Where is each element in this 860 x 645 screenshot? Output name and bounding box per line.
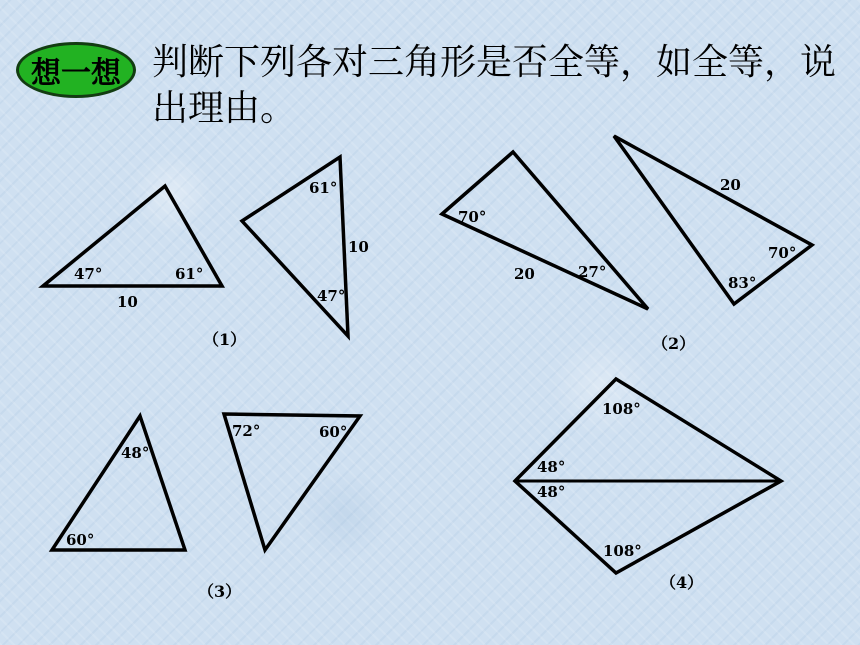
- label-p3-c: 72°: [232, 422, 261, 440]
- label-p4-d: 108°: [603, 542, 642, 560]
- label-p1-side: 10: [117, 293, 138, 311]
- label-p1-a: 47°: [74, 265, 103, 283]
- badge-label: 想一想: [31, 56, 121, 91]
- label-p3-b: 60°: [66, 531, 95, 549]
- label-p2-e: 70°: [768, 244, 797, 262]
- caption-2: （2）: [652, 334, 696, 353]
- label-p1-b: 61°: [175, 265, 204, 283]
- label-p2-c: 27°: [578, 263, 607, 281]
- triangle-2b: [614, 136, 812, 304]
- label-p1-e: 47°: [317, 287, 346, 305]
- label-p1-d: 10: [348, 238, 369, 256]
- label-p1-c: 61°: [309, 179, 338, 197]
- caption-4: （4）: [660, 573, 704, 592]
- caption-1: （1）: [203, 330, 247, 349]
- triangle-3a: [52, 416, 185, 550]
- label-p4-b: 48°: [537, 458, 566, 476]
- label-p2-b: 20: [514, 265, 535, 283]
- label-p3-a: 48°: [121, 444, 150, 462]
- triangle-2a: [442, 152, 648, 309]
- label-p4-a: 108°: [602, 400, 641, 418]
- label-p2-d: 20: [720, 176, 741, 194]
- label-p2-a: 70°: [458, 208, 487, 226]
- quadrilateral-4: [515, 379, 781, 573]
- problem-title: 判断下列各对三角形是否全等，如全等，说出理由。: [152, 42, 837, 129]
- caption-3: （3）: [198, 582, 242, 601]
- label-p2-f: 83°: [728, 274, 757, 292]
- label-p4-c: 48°: [537, 483, 566, 501]
- label-p3-d: 60°: [319, 423, 348, 441]
